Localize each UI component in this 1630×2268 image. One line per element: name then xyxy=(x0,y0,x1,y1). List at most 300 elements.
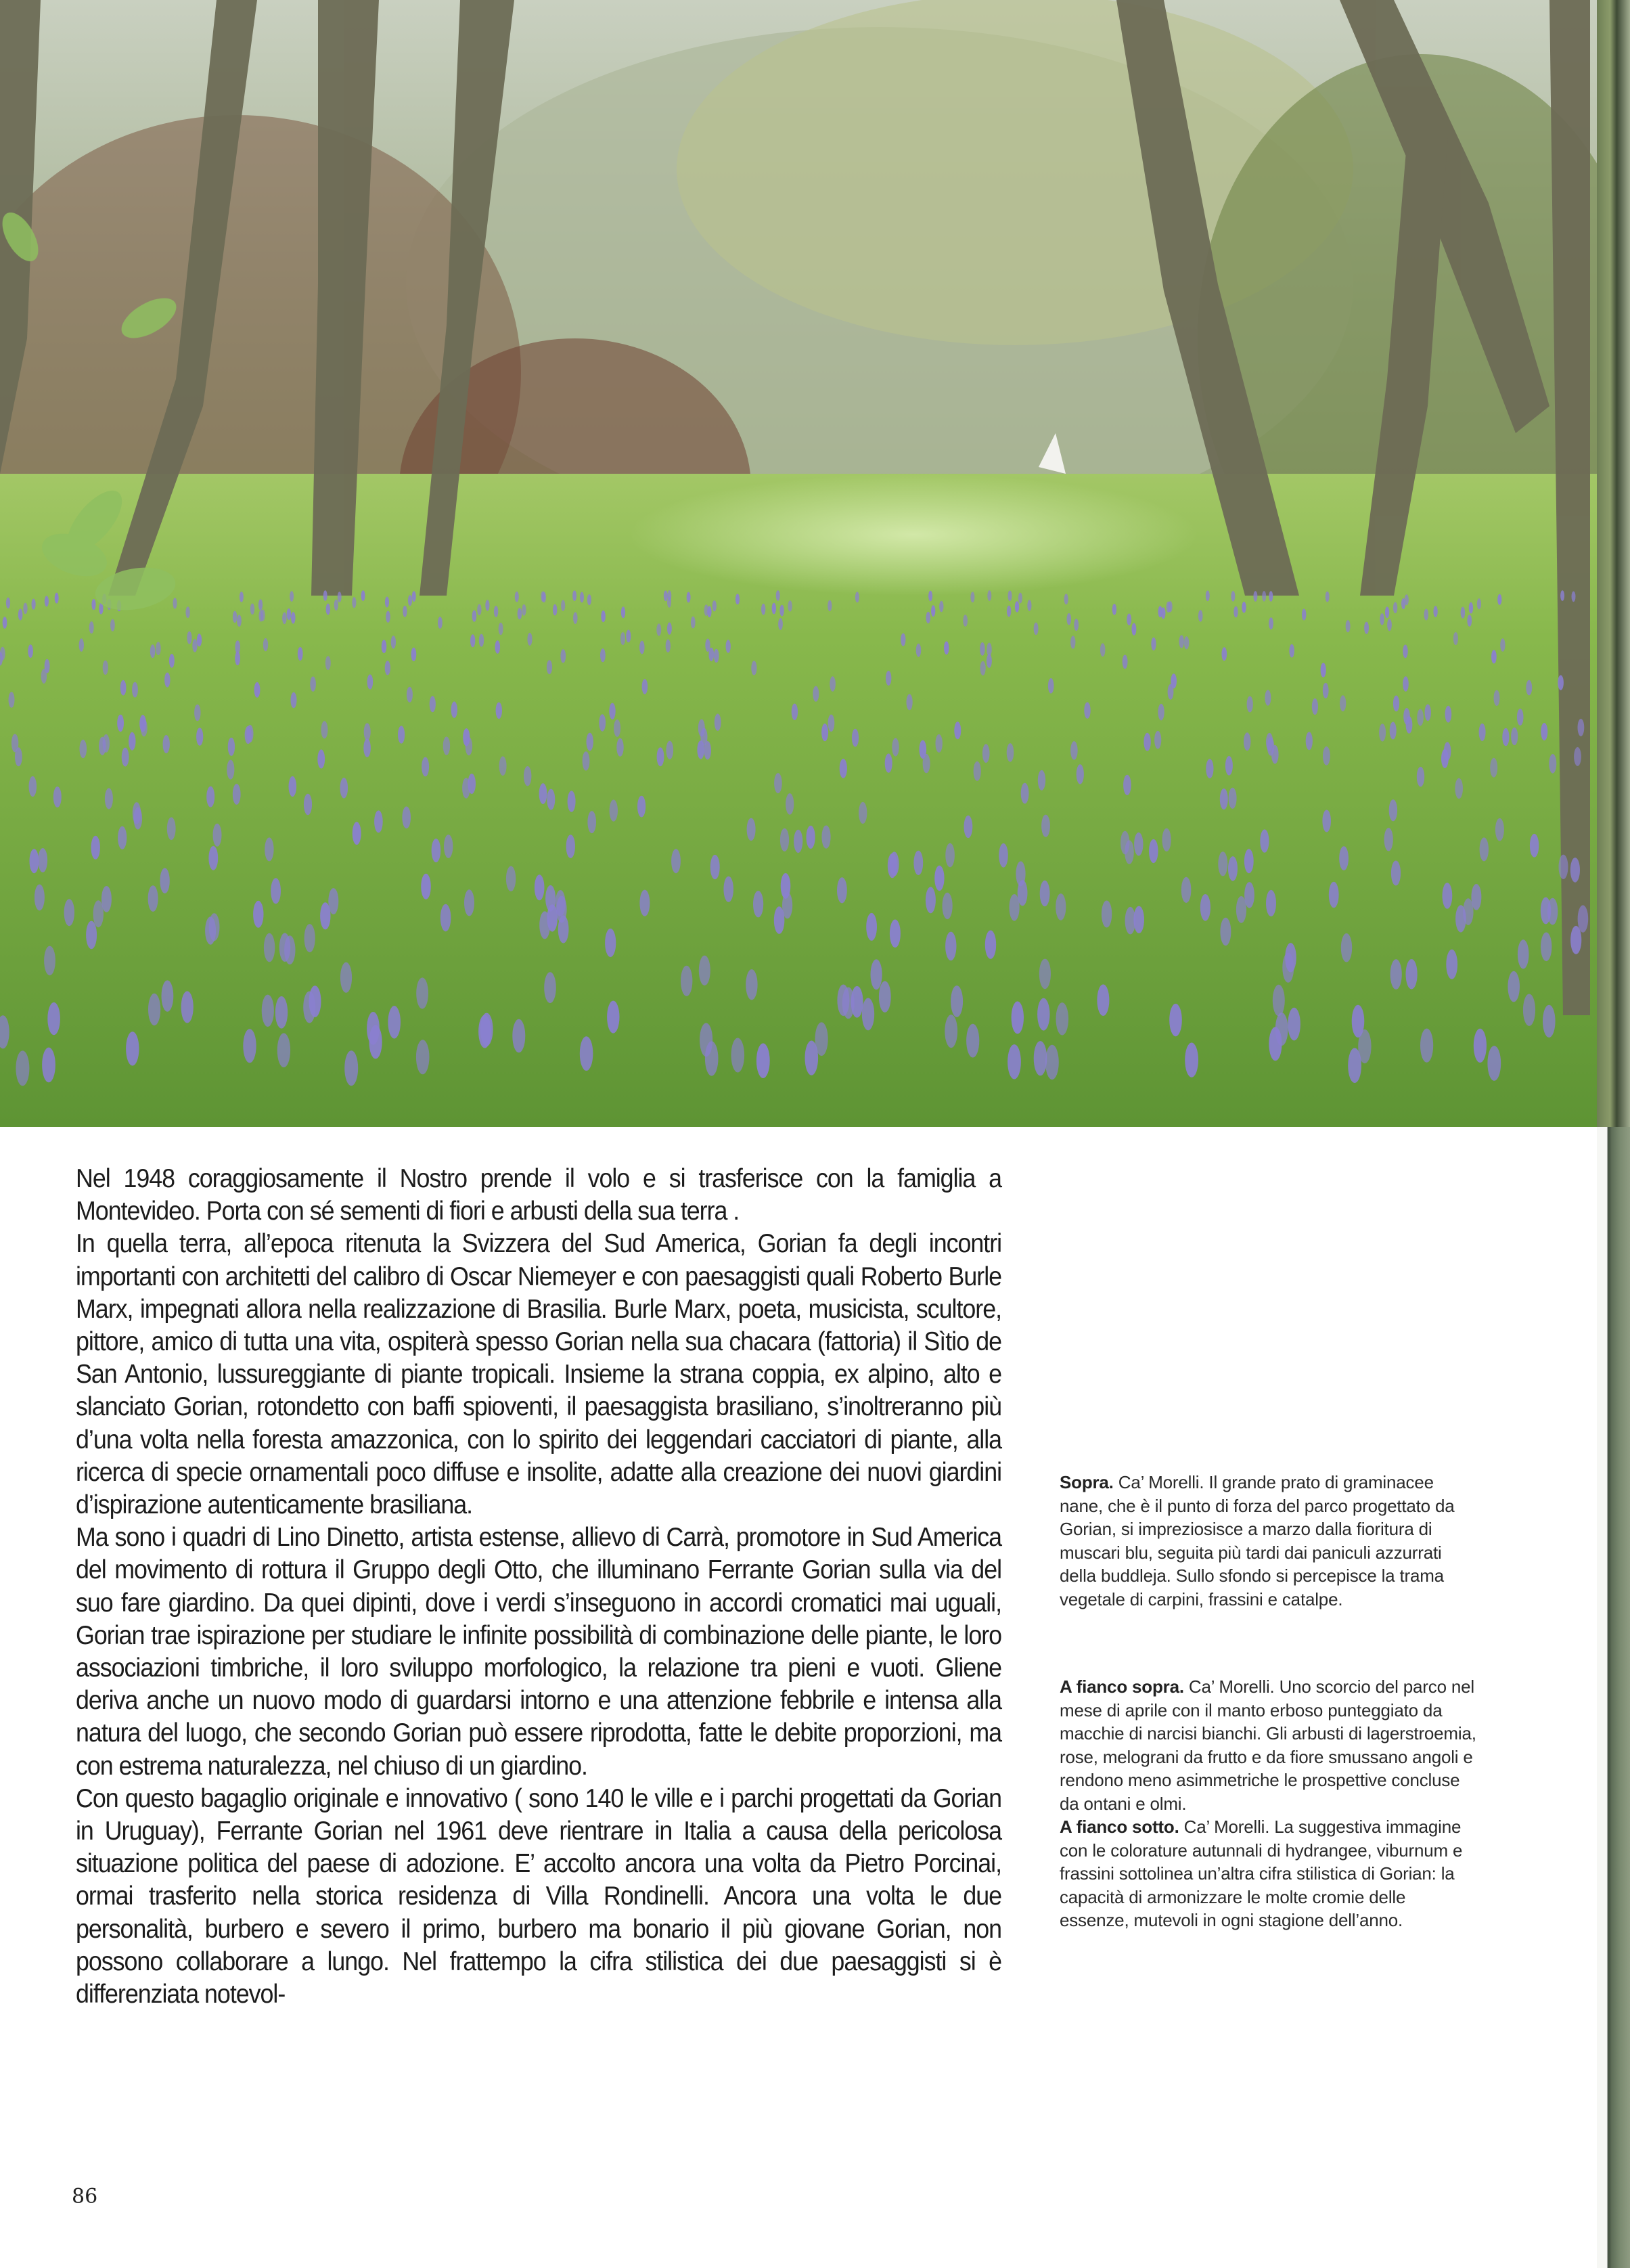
muscari-flower xyxy=(1497,594,1501,605)
muscari-flower xyxy=(1289,644,1294,658)
adjacent-page-photo-edge xyxy=(1597,0,1630,1127)
muscari-flower xyxy=(813,686,819,702)
muscari-flower xyxy=(323,590,327,601)
muscari-flower xyxy=(344,1050,358,1086)
muscari-flower xyxy=(1339,846,1349,870)
muscari-flower xyxy=(1169,1004,1182,1036)
muscari-flower xyxy=(1168,684,1174,700)
muscari-flower xyxy=(1517,709,1524,726)
muscari-flower xyxy=(886,671,891,686)
muscari-flower xyxy=(535,874,545,900)
muscari-flower xyxy=(1329,882,1339,908)
muscari-flower xyxy=(402,807,411,829)
muscari-flower xyxy=(542,592,546,603)
muscari-flower xyxy=(1200,894,1210,921)
muscari-flower xyxy=(772,603,776,615)
muscari-flower xyxy=(566,835,575,858)
muscari-flower xyxy=(485,600,489,610)
muscari-flower xyxy=(1127,614,1131,625)
muscari-flower xyxy=(620,632,625,645)
muscari-flower xyxy=(573,613,578,624)
muscari-flower xyxy=(747,818,756,841)
muscari-flower xyxy=(1244,849,1254,873)
muscari-flower xyxy=(1039,959,1051,990)
muscari-flower xyxy=(805,1041,819,1075)
muscari-flower xyxy=(391,636,396,648)
muscari-flower xyxy=(547,789,555,810)
muscari-flower xyxy=(657,747,664,766)
muscari-flower xyxy=(29,776,37,797)
body-paragraph: Ma sono i quadri di Lino Dinetto, artista estense, allievo di Carrà, promotore in Sud America del movimento di rottura il Gruppo degli Otto, che illuminano Ferrante Gorian sulla via del suo fare giardino. Da quei dipinti, dove i verdi s’inseguono in accordi cromatici mai uguali, Gorian trae ispirazione per studiare le infinite possibilità di combinazione delle piante, le loro associazioni timbriche, il loro sviluppo morfologico, la relazione tra pieni e vuoti. Gliene deriva anche un nuovo modo di guardarsi intorno e una attenzione febbrile e intensa alla natura del luogo, che secondo Gorian può essere riprodotta, fatte le debite proporzioni, ma con estrema naturalezza, nel chiuso di un giardino. xyxy=(76,1523,1002,1781)
muscari-flower xyxy=(192,639,197,652)
muscari-flower xyxy=(954,721,961,739)
muscari-flower xyxy=(963,615,968,627)
muscari-flower xyxy=(287,608,292,620)
body-paragraph: Nel 1948 coraggiosamente il Nostro prende il volo e si trasferisce con la famiglia a Montevideo. Porta con sé sementi di fiori e arbusti della sua terra . xyxy=(76,1164,1002,1226)
muscari-flower xyxy=(779,605,784,617)
garden-photo xyxy=(0,0,1597,1127)
muscari-flower xyxy=(1560,590,1564,601)
muscari-flower xyxy=(262,995,274,1027)
muscari-flower xyxy=(621,606,625,618)
muscari-flower xyxy=(385,597,389,608)
muscari-flower xyxy=(1262,591,1266,602)
muscari-flower xyxy=(440,904,451,931)
muscari-flower xyxy=(290,591,294,602)
muscari-flower xyxy=(840,759,847,778)
muscari-flower xyxy=(1578,719,1585,736)
muscari-flower xyxy=(1220,918,1231,946)
muscari-flower xyxy=(656,623,661,636)
muscari-flower xyxy=(1231,591,1235,602)
muscari-flower xyxy=(1034,1041,1047,1075)
muscari-flower xyxy=(1282,953,1294,983)
muscari-flower xyxy=(120,680,127,696)
muscari-flower xyxy=(173,598,177,608)
muscari-flower xyxy=(821,826,830,849)
muscari-flower xyxy=(1074,619,1079,631)
muscari-flower xyxy=(936,734,943,753)
muscari-flower xyxy=(432,839,441,862)
muscari-flower xyxy=(23,603,27,615)
muscari-flower xyxy=(1384,828,1393,851)
muscari-flower xyxy=(480,1013,493,1046)
muscari-flower xyxy=(1041,815,1050,837)
muscari-flower xyxy=(466,737,472,755)
muscari-flower xyxy=(666,741,674,759)
muscari-flower xyxy=(1158,704,1164,721)
muscari-flower xyxy=(1244,732,1250,751)
muscari-flower xyxy=(1260,829,1269,852)
muscari-flower xyxy=(1018,593,1022,604)
muscari-flower xyxy=(855,592,859,603)
muscari-flower xyxy=(1302,609,1307,621)
muscari-flower xyxy=(1387,619,1392,631)
muscari-flower xyxy=(568,791,576,811)
muscari-flower xyxy=(298,647,303,661)
muscari-flower xyxy=(1487,1046,1501,1081)
muscari-flower xyxy=(53,786,62,807)
muscari-flower xyxy=(1070,741,1078,760)
muscari-flower xyxy=(1530,834,1539,858)
muscari-flower xyxy=(735,594,740,604)
caption-a-fianco-sotto xyxy=(1060,1815,1479,1932)
caption-lead: A fianco sopra. xyxy=(1060,1676,1184,1697)
muscari-flower xyxy=(1558,675,1564,690)
muscari-flower xyxy=(780,828,789,851)
muscari-flower xyxy=(284,935,295,964)
muscari-flower xyxy=(945,932,956,961)
muscari-flower xyxy=(258,610,263,621)
muscari-flower xyxy=(667,590,671,601)
muscari-flower xyxy=(851,986,863,1018)
muscari-flower xyxy=(479,634,484,647)
muscari-flower xyxy=(1541,933,1552,962)
muscari-flower xyxy=(751,661,756,675)
muscari-flower xyxy=(1393,696,1399,712)
muscari-flower xyxy=(714,649,719,663)
muscari-flower xyxy=(129,732,135,751)
muscari-flower xyxy=(1417,767,1424,787)
muscari-flower xyxy=(852,729,859,747)
muscari-flower xyxy=(367,674,373,689)
muscari-flower xyxy=(233,611,237,623)
muscari-flower xyxy=(1424,609,1429,621)
muscari-flower xyxy=(126,1031,139,1065)
muscari-flower xyxy=(1364,622,1369,634)
muscari-flower xyxy=(148,885,158,912)
muscari-flower xyxy=(110,619,115,631)
muscari-flower xyxy=(228,738,235,756)
muscari-flower xyxy=(951,985,963,1017)
muscari-flower xyxy=(1574,747,1581,766)
muscari-flower xyxy=(1179,635,1184,648)
muscari-flower xyxy=(1543,1005,1556,1038)
muscari-flower xyxy=(885,753,892,772)
muscari-flower xyxy=(1064,594,1068,604)
muscari-flower xyxy=(150,644,156,658)
muscari-flower xyxy=(522,604,526,616)
muscari-flower xyxy=(385,661,390,675)
muscari-flower xyxy=(1225,756,1233,776)
muscari-flower xyxy=(28,644,33,658)
muscari-flower xyxy=(1494,690,1500,706)
muscari-flower xyxy=(45,596,49,606)
caption-text: Ca’ Morelli. Uno scorcio del parco nel mese di aprile con il manto erboso punteggiato da macchie di narcisi bianchi. Gli arbusti di lagerstroemia, rose, melograni da frutto e da fiore smussano angoli e rendono meno asimmetriche le prospettive concluse da ontani e olmi. xyxy=(1060,1676,1476,1814)
muscari-flower xyxy=(642,679,648,694)
muscari-flower xyxy=(407,687,413,703)
muscari-flower xyxy=(47,1002,60,1035)
muscari-flower xyxy=(495,640,501,654)
muscari-flower xyxy=(1218,851,1227,876)
muscari-flower xyxy=(828,715,835,732)
muscari-flower xyxy=(667,623,672,635)
muscari-flower xyxy=(494,606,498,617)
muscari-flower xyxy=(3,617,7,629)
muscari-flower xyxy=(987,643,992,657)
muscari-flower xyxy=(561,600,565,611)
muscari-flower xyxy=(1391,861,1401,886)
muscari-flower xyxy=(970,592,974,602)
muscari-flower xyxy=(687,592,691,603)
muscari-flower xyxy=(715,714,721,731)
muscari-flower xyxy=(1133,906,1144,933)
muscari-flower xyxy=(1474,1029,1487,1063)
muscari-flower xyxy=(1403,676,1409,691)
muscari-flower xyxy=(671,849,681,873)
muscari-flower xyxy=(388,1006,401,1038)
muscari-flower xyxy=(1220,788,1228,809)
muscari-flower xyxy=(148,994,160,1025)
muscari-flower xyxy=(1480,837,1489,861)
muscari-flower xyxy=(291,612,296,623)
muscari-flower xyxy=(1154,731,1161,749)
muscari-flower xyxy=(985,931,996,959)
muscari-flower xyxy=(1389,799,1397,821)
muscari-flower xyxy=(637,796,646,818)
muscari-flower xyxy=(1321,663,1326,677)
muscari-flower xyxy=(1221,647,1227,661)
muscari-flower xyxy=(999,843,1008,868)
muscari-flower xyxy=(1273,985,1285,1017)
muscari-flower xyxy=(403,606,407,617)
muscari-flower xyxy=(1008,1044,1021,1079)
muscari-flower xyxy=(1518,939,1529,969)
muscari-flower xyxy=(1266,890,1276,916)
muscari-flower xyxy=(181,991,194,1023)
muscari-flower xyxy=(828,600,832,611)
caption-sopra xyxy=(1060,1471,1479,1611)
muscari-flower xyxy=(1405,594,1409,605)
muscari-flower xyxy=(44,946,55,976)
muscari-flower xyxy=(9,692,15,708)
muscari-flower xyxy=(263,638,268,651)
muscari-flower xyxy=(282,613,287,624)
muscari-flower xyxy=(572,590,576,601)
muscari-flower xyxy=(1012,1002,1024,1034)
muscari-flower xyxy=(1102,901,1112,928)
muscari-flower xyxy=(1508,971,1520,1002)
muscari-flower xyxy=(338,592,342,602)
muscari-flower xyxy=(253,901,263,928)
muscari-flower xyxy=(928,591,932,602)
muscari-flower xyxy=(416,977,428,1008)
muscari-flower xyxy=(451,701,457,717)
muscari-flower xyxy=(580,592,584,603)
muscari-flower xyxy=(1495,818,1504,841)
muscari-flower xyxy=(774,906,785,934)
muscari-flower xyxy=(1312,698,1318,715)
muscari-flower xyxy=(304,924,315,952)
muscari-flower xyxy=(1149,839,1158,863)
muscari-flower xyxy=(587,811,596,833)
muscari-flower xyxy=(1269,1027,1282,1061)
muscari-flower xyxy=(1491,650,1497,663)
muscari-flower xyxy=(412,591,416,602)
muscari-flower xyxy=(277,1033,290,1068)
muscari-flower xyxy=(317,749,325,768)
muscari-flower xyxy=(616,738,623,757)
muscari-flower xyxy=(1445,706,1452,723)
muscari-flower xyxy=(774,773,782,793)
muscari-flower xyxy=(197,633,202,646)
muscari-flower xyxy=(700,728,707,745)
muscari-flower xyxy=(753,891,763,917)
muscari-flower xyxy=(1070,636,1075,648)
muscari-flower xyxy=(1380,613,1384,625)
muscari-flower xyxy=(1067,613,1072,625)
muscari-flower xyxy=(545,885,556,912)
muscari-flower xyxy=(289,776,297,797)
muscari-flower xyxy=(470,634,475,647)
muscari-flower xyxy=(227,760,234,780)
muscari-flower xyxy=(1162,828,1171,851)
muscari-flower xyxy=(614,719,620,737)
muscari-flower xyxy=(237,615,242,627)
muscari-flower xyxy=(133,802,141,824)
muscari-flower xyxy=(213,824,222,847)
muscari-flower xyxy=(607,1001,619,1033)
muscari-flower xyxy=(1578,905,1589,932)
article-body xyxy=(76,1163,1001,2011)
muscari-flower xyxy=(386,611,390,623)
muscari-flower xyxy=(1455,778,1463,799)
muscari-flower xyxy=(271,878,281,904)
muscari-flower xyxy=(987,590,991,601)
muscari-flower xyxy=(1010,894,1020,921)
muscari-flower xyxy=(1040,881,1050,906)
muscari-flower xyxy=(587,594,591,605)
muscari-flower xyxy=(422,757,429,777)
muscari-flower xyxy=(1236,896,1246,923)
muscari-flower xyxy=(235,652,240,665)
muscari-flower xyxy=(1406,959,1418,990)
muscari-flower xyxy=(1547,898,1558,925)
muscari-flower xyxy=(1417,709,1424,726)
muscari-flower xyxy=(117,715,124,732)
muscari-flower xyxy=(1120,831,1129,855)
muscari-flower xyxy=(80,740,87,758)
muscari-flower xyxy=(980,642,985,656)
muscari-flower xyxy=(786,793,794,815)
muscari-flower xyxy=(162,980,174,1011)
muscari-flower xyxy=(1056,893,1066,920)
muscari-flower xyxy=(601,610,606,622)
muscari-flower xyxy=(1425,705,1431,721)
caption-a-fianco-sopra xyxy=(1060,1675,1479,1815)
muscari-flower xyxy=(945,1015,957,1048)
muscari-flower xyxy=(243,1029,256,1063)
muscari-flower xyxy=(1341,933,1352,962)
muscari-flower xyxy=(583,751,590,770)
muscari-flower xyxy=(1206,591,1210,602)
muscari-flower xyxy=(164,673,170,688)
muscari-flower xyxy=(1500,638,1505,651)
muscari-flower xyxy=(1134,832,1143,856)
muscari-flower xyxy=(1184,636,1189,649)
muscari-flower xyxy=(444,835,453,858)
muscari-flower xyxy=(35,885,45,911)
muscari-flower xyxy=(587,733,593,751)
muscari-flower xyxy=(1479,724,1486,741)
muscari-flower xyxy=(871,959,882,990)
muscari-flower xyxy=(38,848,47,872)
muscari-flower xyxy=(1181,877,1192,903)
muscari-flower xyxy=(105,788,113,809)
muscari-flower xyxy=(86,921,97,950)
muscari-flower xyxy=(926,887,936,913)
muscari-flower xyxy=(1358,1029,1371,1063)
muscari-flower xyxy=(1433,606,1437,617)
muscari-flower xyxy=(781,873,791,899)
muscari-flower xyxy=(964,816,973,838)
muscari-flower xyxy=(1326,592,1330,602)
muscari-flower xyxy=(837,877,847,903)
muscari-flower xyxy=(792,704,798,721)
muscari-flower xyxy=(91,836,100,860)
body-paragraph: Con questo bagaglio originale e innovativo ( sono 140 le ville e i parchi progettati da Gorian in Uruguay), Ferrante Gorian nel 1961 deve rientrare in Italia a causa della pericolosa situazione politica del paese di adozione. E’ accolto ancora una volta da Pietro Porcinai, ormai trasferito nella storica residenza di Villa Rondinelli. Ancora una volta le due personalità, burbero e severo il primo, burbero ma bonario il più giovane Gorian, non possono collaborare a lungo. Nel frattempo la cifra stilistica dei due paesaggisti si è differenziata notevol- xyxy=(76,1783,1002,2009)
muscari-flower xyxy=(666,640,671,652)
muscari-flower xyxy=(64,899,74,926)
muscari-flower xyxy=(600,648,606,662)
muscari-flower xyxy=(1523,994,1535,1026)
muscari-flower xyxy=(1288,1008,1300,1041)
muscari-flower xyxy=(6,598,10,608)
muscari-flower xyxy=(254,682,261,698)
muscari-flower xyxy=(122,748,129,767)
muscari-flower xyxy=(462,778,470,798)
muscari-flower xyxy=(547,660,552,674)
body-paragraph: In quella terra, all’epoca ritenuta la Svizzera del Sud America, Gorian fa degli incontri importanti con architetti del calibro di Oscar Niemeyer e con paesaggisti quali Roberto Burle Marx, impegnati allora nella realizzazione di Brasilia. Burle Marx, poeta, musicista, scultore, pittore, amico di tutta una vita, ospiterà spesso Gorian nella sua chacara (fattoria) il Sìtio de San Antonio, lussureggiante di piante tropicali. Insieme la strana coppia, ex alpino, alto e slanciato Gorian, rotondetto con baffi spioventi, il paesaggista brasiliano, s’inoltreranno più d’una volta nella foresta amazzonica, con lo spirito dei leggendari cacciatori di piante, alla ricerca di specie ornamentali poco diffuse e insolite, adatte alla creazione dei nuovi giardini d’ispirazione autenticamente brasiliana. xyxy=(76,1229,1002,1520)
muscari-flower xyxy=(361,590,365,601)
muscari-flower xyxy=(156,642,161,655)
muscari-flower xyxy=(250,604,254,615)
muscari-flower xyxy=(943,893,953,919)
muscari-flower xyxy=(639,641,645,654)
muscari-flower xyxy=(821,724,828,741)
muscari-flower xyxy=(275,996,288,1029)
muscari-flower xyxy=(580,1036,593,1071)
muscari-flower xyxy=(1084,702,1090,718)
muscari-flower xyxy=(890,851,899,876)
muscari-flower xyxy=(340,778,348,798)
muscari-flower xyxy=(265,837,273,861)
muscari-flower xyxy=(169,654,175,668)
muscari-flower xyxy=(626,630,631,643)
muscari-flower xyxy=(303,992,315,1023)
muscari-flower xyxy=(920,740,927,759)
muscari-flower xyxy=(599,714,606,731)
muscari-flower xyxy=(945,843,955,868)
muscari-flower xyxy=(258,599,263,610)
muscari-flower xyxy=(1016,862,1025,887)
muscari-flower xyxy=(558,915,569,943)
muscari-flower xyxy=(944,642,949,655)
muscari-flower xyxy=(93,900,104,927)
muscari-flower xyxy=(1570,858,1580,883)
muscari-flower xyxy=(1167,602,1171,613)
muscari-flower xyxy=(32,599,36,610)
muscari-flower xyxy=(340,962,352,993)
muscari-flower xyxy=(321,721,328,738)
muscari-flower xyxy=(421,874,431,899)
muscari-flower xyxy=(477,604,481,616)
muscari-flower xyxy=(233,784,241,805)
muscari-flower xyxy=(103,734,110,753)
muscari-flower xyxy=(1393,602,1397,614)
muscari-flower xyxy=(1570,926,1581,954)
muscari-flower xyxy=(794,830,802,853)
